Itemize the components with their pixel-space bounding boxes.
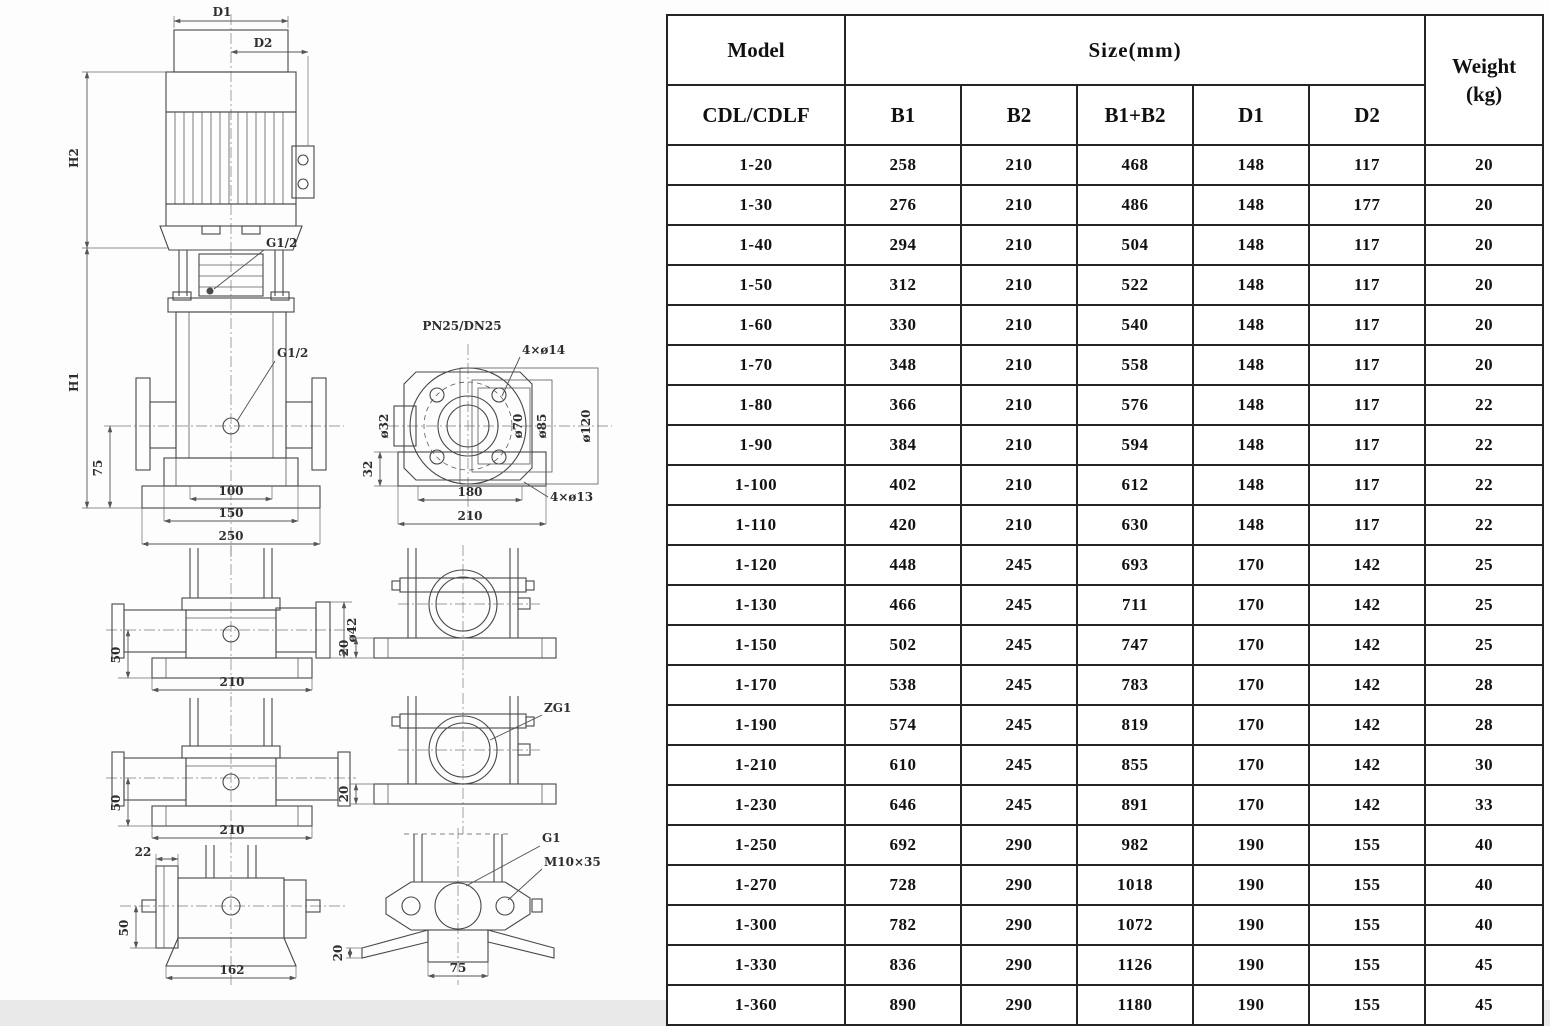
value-cell: 190 — [1193, 865, 1309, 905]
value-cell: 210 — [961, 505, 1077, 545]
dim-150: 150 — [218, 506, 244, 520]
value-cell: 711 — [1077, 585, 1193, 625]
value-cell: 610 — [845, 745, 961, 785]
value-cell: 40 — [1425, 825, 1543, 865]
value-cell: 783 — [1077, 665, 1193, 705]
value-cell: 540 — [1077, 305, 1193, 345]
value-cell: 148 — [1193, 145, 1309, 185]
pipe-view-4-side — [331, 828, 601, 985]
table-row — [667, 985, 1543, 1025]
model-cell: 1-330 — [667, 945, 845, 985]
value-cell: 210 — [961, 305, 1077, 345]
dim-210-v3: 210 — [219, 823, 245, 837]
value-cell: 142 — [1309, 785, 1425, 825]
value-cell: 170 — [1193, 785, 1309, 825]
value-cell: 245 — [961, 625, 1077, 665]
dim-210: 210 — [457, 509, 483, 523]
label-m10x35: M10×35 — [544, 855, 601, 869]
model-cell: 1-60 — [667, 305, 845, 345]
value-cell: 40 — [1425, 865, 1543, 905]
value-cell: 245 — [961, 745, 1077, 785]
value-cell: 747 — [1077, 625, 1193, 665]
model-cell: 1-360 — [667, 985, 845, 1025]
value-cell: 22 — [1425, 425, 1543, 465]
value-cell: 630 — [1077, 505, 1193, 545]
model-cell: 1-120 — [667, 545, 845, 585]
table-row — [667, 945, 1543, 985]
value-cell: 40 — [1425, 905, 1543, 945]
value-cell: 20 — [1425, 265, 1543, 305]
value-cell: 22 — [1425, 385, 1543, 425]
value-cell: 982 — [1077, 825, 1193, 865]
value-cell: 210 — [961, 425, 1077, 465]
dim-250: 250 — [218, 529, 244, 543]
value-cell: 210 — [961, 345, 1077, 385]
value-cell: 142 — [1309, 625, 1425, 665]
dim-75: 75 — [91, 459, 105, 477]
value-cell: 25 — [1425, 625, 1543, 665]
value-cell: 576 — [1077, 385, 1193, 425]
dim-50-v4: 50 — [117, 919, 131, 937]
table-row — [667, 705, 1543, 745]
value-cell: 117 — [1309, 385, 1425, 425]
value-cell: 25 — [1425, 545, 1543, 585]
value-cell: 177 — [1309, 185, 1425, 225]
table-row — [667, 785, 1543, 825]
table-row — [667, 145, 1543, 185]
dim-h1: H1 — [67, 372, 81, 392]
value-cell: 522 — [1077, 265, 1193, 305]
value-cell: 148 — [1193, 185, 1309, 225]
value-cell: 366 — [845, 385, 961, 425]
label-o70: ø70 — [511, 413, 525, 439]
dim-210-v2: 210 — [219, 675, 245, 689]
pipe-view-2-front — [106, 545, 359, 700]
value-cell: 117 — [1309, 145, 1425, 185]
top-view — [361, 319, 612, 524]
value-cell: 148 — [1193, 345, 1309, 385]
technical-drawing — [0, 0, 660, 1000]
dim-h2: H2 — [67, 148, 81, 168]
model-cell: 1-100 — [667, 465, 845, 505]
header-b2: B2 — [961, 85, 1077, 145]
dim-d1: D1 — [212, 5, 232, 19]
value-cell: 290 — [961, 905, 1077, 945]
value-cell: 245 — [961, 665, 1077, 705]
label-g12-body: G1/2 — [277, 346, 309, 360]
table-row — [667, 905, 1543, 945]
value-cell: 148 — [1193, 265, 1309, 305]
pipe-view-2-side — [337, 545, 556, 688]
value-cell: 1072 — [1077, 905, 1193, 945]
model-cell: 1-80 — [667, 385, 845, 425]
value-cell: 190 — [1193, 905, 1309, 945]
table-row — [667, 665, 1543, 705]
header-weight-label: Weight — [1451, 53, 1517, 78]
model-cell: 1-250 — [667, 825, 845, 865]
dim-50-v2: 50 — [109, 646, 123, 664]
value-cell: 170 — [1193, 545, 1309, 585]
value-cell: 25 — [1425, 585, 1543, 625]
value-cell: 148 — [1193, 385, 1309, 425]
table-header — [667, 15, 1543, 145]
motor-fins — [175, 112, 283, 204]
value-cell: 142 — [1309, 705, 1425, 745]
value-cell: 20 — [1425, 145, 1543, 185]
value-cell: 190 — [1193, 945, 1309, 985]
dim-32: 32 — [361, 460, 375, 478]
value-cell: 30 — [1425, 745, 1543, 785]
value-cell: 33 — [1425, 785, 1543, 825]
model-cell: 1-40 — [667, 225, 845, 265]
value-cell: 155 — [1309, 985, 1425, 1025]
value-cell: 170 — [1193, 625, 1309, 665]
value-cell: 245 — [961, 785, 1077, 825]
value-cell: 855 — [1077, 745, 1193, 785]
value-cell: 728 — [845, 865, 961, 905]
value-cell: 117 — [1309, 425, 1425, 465]
label-g12-coupling: G1/2 — [266, 236, 298, 250]
model-cell: 1-170 — [667, 665, 845, 705]
header-weight-unit: (kg) — [1465, 82, 1503, 106]
value-cell: 290 — [961, 945, 1077, 985]
value-cell: 836 — [845, 945, 961, 985]
value-cell: 502 — [845, 625, 961, 665]
table-row — [667, 585, 1543, 625]
value-cell: 210 — [961, 265, 1077, 305]
label-g1: G1 — [542, 831, 561, 845]
header-model: Model — [667, 15, 845, 85]
value-cell: 155 — [1309, 865, 1425, 905]
value-cell: 466 — [845, 585, 961, 625]
value-cell: 142 — [1309, 585, 1425, 625]
value-cell: 420 — [845, 505, 961, 545]
value-cell: 210 — [961, 465, 1077, 505]
value-cell: 348 — [845, 345, 961, 385]
label-o42: ø42 — [345, 617, 359, 643]
header-b1: B1 — [845, 85, 961, 145]
value-cell: 117 — [1309, 265, 1425, 305]
value-cell: 117 — [1309, 505, 1425, 545]
value-cell: 312 — [845, 265, 961, 305]
value-cell: 594 — [1077, 425, 1193, 465]
value-cell: 190 — [1193, 825, 1309, 865]
label-4xo14: 4×ø14 — [522, 343, 566, 357]
value-cell: 448 — [845, 545, 961, 585]
value-cell: 819 — [1077, 705, 1193, 745]
table-row — [667, 625, 1543, 665]
value-cell: 210 — [961, 185, 1077, 225]
model-cell: 1-300 — [667, 905, 845, 945]
value-cell: 155 — [1309, 905, 1425, 945]
value-cell: 558 — [1077, 345, 1193, 385]
model-cell: 1-70 — [667, 345, 845, 385]
dim-22: 22 — [134, 845, 152, 859]
value-cell: 1126 — [1077, 945, 1193, 985]
value-cell: 28 — [1425, 665, 1543, 705]
value-cell: 45 — [1425, 945, 1543, 985]
value-cell: 148 — [1193, 225, 1309, 265]
model-cell: 1-50 — [667, 265, 845, 305]
value-cell: 504 — [1077, 225, 1193, 265]
value-cell: 1018 — [1077, 865, 1193, 905]
header-model-sub: CDL/CDLF — [667, 85, 845, 145]
value-cell: 210 — [961, 145, 1077, 185]
model-cell: 1-20 — [667, 145, 845, 185]
value-cell: 142 — [1309, 545, 1425, 585]
value-cell: 782 — [845, 905, 961, 945]
value-cell: 1180 — [1077, 985, 1193, 1025]
value-cell: 245 — [961, 585, 1077, 625]
value-cell: 384 — [845, 425, 961, 465]
value-cell: 468 — [1077, 145, 1193, 185]
value-cell: 20 — [1425, 225, 1543, 265]
dim-100: 100 — [218, 484, 244, 498]
table-row — [667, 505, 1543, 545]
table-row — [667, 345, 1543, 385]
header-weight — [1425, 15, 1543, 145]
value-cell: 148 — [1193, 465, 1309, 505]
label-o85: ø85 — [535, 413, 549, 439]
table-row — [667, 385, 1543, 425]
value-cell: 245 — [961, 705, 1077, 745]
table-row — [667, 545, 1543, 585]
table-row — [667, 825, 1543, 865]
label-pn25: PN25/DN25 — [422, 319, 502, 333]
dim-20-v2s: 20 — [337, 639, 351, 657]
value-cell: 290 — [961, 985, 1077, 1025]
value-cell: 148 — [1193, 505, 1309, 545]
pipe-view-4-front — [117, 842, 345, 985]
value-cell: 20 — [1425, 305, 1543, 345]
value-cell: 142 — [1309, 665, 1425, 705]
value-cell: 170 — [1193, 585, 1309, 625]
value-cell: 486 — [1077, 185, 1193, 225]
model-cell: 1-90 — [667, 425, 845, 465]
value-cell: 210 — [961, 225, 1077, 265]
value-cell: 170 — [1193, 745, 1309, 785]
table-row — [667, 225, 1543, 265]
dim-20-v4s: 20 — [331, 944, 345, 962]
model-cell: 1-30 — [667, 185, 845, 225]
terminal-box — [292, 146, 314, 198]
model-cell: 1-150 — [667, 625, 845, 665]
value-cell: 28 — [1425, 705, 1543, 745]
header-d2: D2 — [1309, 85, 1425, 145]
value-cell: 646 — [845, 785, 961, 825]
value-cell: 693 — [1077, 545, 1193, 585]
value-cell: 245 — [961, 545, 1077, 585]
dim-180: 180 — [457, 485, 483, 499]
value-cell: 330 — [845, 305, 961, 345]
value-cell: 117 — [1309, 305, 1425, 345]
value-cell: 294 — [845, 225, 961, 265]
dim-20-v3s: 20 — [337, 785, 351, 803]
value-cell: 891 — [1077, 785, 1193, 825]
table-body — [667, 145, 1543, 1025]
value-cell: 155 — [1309, 945, 1425, 985]
dim-75-v4s: 75 — [449, 961, 467, 975]
value-cell: 148 — [1193, 305, 1309, 345]
value-cell: 45 — [1425, 985, 1543, 1025]
header-b1b2: B1+B2 — [1077, 85, 1193, 145]
value-cell: 20 — [1425, 185, 1543, 225]
value-cell: 276 — [845, 185, 961, 225]
table-row — [667, 425, 1543, 465]
value-cell: 117 — [1309, 345, 1425, 385]
table-row — [667, 185, 1543, 225]
model-cell: 1-270 — [667, 865, 845, 905]
label-o32: ø32 — [377, 413, 391, 439]
value-cell: 148 — [1193, 425, 1309, 465]
table-row — [667, 745, 1543, 785]
value-cell: 574 — [845, 705, 961, 745]
model-cell: 1-210 — [667, 745, 845, 785]
value-cell: 20 — [1425, 345, 1543, 385]
value-cell: 22 — [1425, 505, 1543, 545]
model-cell: 1-230 — [667, 785, 845, 825]
label-4xo13: 4×ø13 — [550, 490, 594, 504]
value-cell: 258 — [845, 145, 961, 185]
dim-50-v3: 50 — [109, 794, 123, 812]
table-row — [667, 305, 1543, 345]
value-cell: 170 — [1193, 665, 1309, 705]
value-cell: 290 — [961, 865, 1077, 905]
value-cell: 210 — [961, 385, 1077, 425]
value-cell: 692 — [845, 825, 961, 865]
value-cell: 142 — [1309, 745, 1425, 785]
value-cell: 402 — [845, 465, 961, 505]
value-cell: 170 — [1193, 705, 1309, 745]
value-cell: 190 — [1193, 985, 1309, 1025]
table-row — [667, 865, 1543, 905]
value-cell: 890 — [845, 985, 961, 1025]
value-cell: 290 — [961, 825, 1077, 865]
model-cell: 1-110 — [667, 505, 845, 545]
label-o120: ø120 — [579, 409, 593, 443]
dimensions-table — [666, 14, 1544, 1026]
header-size: Size(mm) — [845, 15, 1425, 85]
value-cell: 22 — [1425, 465, 1543, 505]
dim-162: 162 — [219, 963, 245, 977]
value-cell: 612 — [1077, 465, 1193, 505]
model-cell: 1-190 — [667, 705, 845, 745]
model-cell: 1-130 — [667, 585, 845, 625]
table-row — [667, 265, 1543, 305]
header-d1: D1 — [1193, 85, 1309, 145]
value-cell: 117 — [1309, 225, 1425, 265]
label-zg1: ZG1 — [544, 701, 572, 715]
front-view — [67, 5, 344, 560]
dim-d2: D2 — [253, 36, 273, 50]
value-cell: 117 — [1309, 465, 1425, 505]
table-row — [667, 465, 1543, 505]
pipe-view-3-side — [337, 693, 571, 834]
value-cell: 538 — [845, 665, 961, 705]
pipe-view-3-front — [106, 696, 356, 848]
value-cell: 155 — [1309, 825, 1425, 865]
